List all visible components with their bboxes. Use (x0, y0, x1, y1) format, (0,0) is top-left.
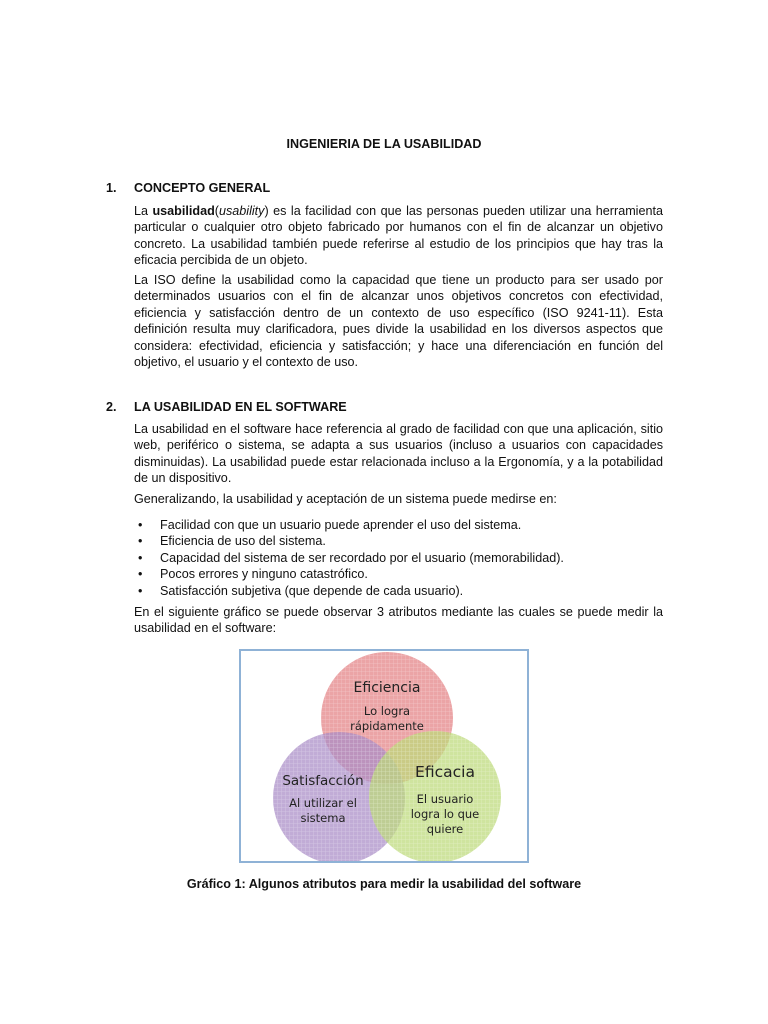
term-usability: usability (218, 204, 265, 218)
page-title: INGENIERIA DE LA USABILIDAD (286, 137, 482, 151)
figure-caption: Gráfico 1: Algunos atributos para medir la usabilidad del software (186, 877, 582, 891)
section-1-heading (106, 180, 270, 196)
label-eficiencia-title: Eficiencia (353, 680, 421, 696)
section-2-paragraph-2: Generalizando, la usabilidad y aceptación de un sistema puede medirse en: (134, 492, 557, 506)
section-2-number: 2. (106, 400, 117, 414)
term-usabilidad: usabilidad (152, 204, 215, 218)
section-2-paragraph-1: La usabilidad en el software hace referencia al grado de facilidad con que una aplicación, sitio web, periférico o sistema, se adapta a sus usuarios (incluso a usuarios con capacidades disminuidas). La usabilidad puede estar relacionada incluso a la Ergonomía, y a la potabilidad de un dispositivo. (134, 422, 663, 486)
list-item: • Eficiencia de uso del sistema. (134, 533, 663, 549)
label-satisfaccion-title: Satisfacción (282, 773, 364, 789)
p1-rest: ) es la facilidad con que las personas pueden utilizar una herramienta particular o cualquier otro objeto fabricado por humanos con el fin de alcanzar un objetivo concreto. La usabilidad también puede referirse al estudio de los principios que hay tras la eficacia percibida de un objeto. (134, 204, 663, 268)
label-satisfaccion-line2: sistema (300, 811, 346, 825)
section-1-number: 1. (106, 181, 117, 195)
section-2-paragraph-3: En el siguiente gráfico se puede observar 3 atributos mediante las cuales se puede medir la usabilidad en el software: (134, 605, 663, 636)
list-item: • Satisfacción subjetiva (que depende de cada usuario). (134, 583, 663, 599)
section-2-title: LA USABILIDAD EN EL SOFTWARE (134, 400, 347, 414)
label-eficiencia-line1: Lo logra (363, 704, 411, 718)
section-2-heading (106, 399, 347, 415)
section-1-paragraph-2: La ISO define la usabilidad como la capacidad que tiene un producto para ser usado por determinados usuarios con el fin de alcanzar unos objetivos concretos con efectividad, eficiencia y satisfacción dentro de un contexto de uso específico (ISO 9241-11). Esta definición resulta muy clarificadora, pues divide la usabilidad en los diversos aspectos que considera: efectividad, eficiencia y satisfacción; y hace una diferenciación en función del objetivo, el usuario y el contexto de uso. (134, 273, 663, 370)
label-satisfaccion-line1: Al utilizar el (289, 796, 357, 810)
venn-diagram (241, 651, 527, 861)
label-eficacia-line2: logra lo que (410, 807, 480, 821)
section-1-paragraph-1 (134, 203, 663, 269)
label-eficacia-line1: El usuario (416, 792, 474, 806)
list-item: • Pocos errores y ninguno catastrófico. (134, 566, 663, 582)
p1-paren: ( (214, 204, 219, 218)
p1-prefix: La (134, 204, 153, 218)
venn-diagram-figure (239, 649, 529, 863)
attributes-list (134, 517, 663, 599)
list-item: • Facilidad con que un usuario puede aprender el uso del sistema. (134, 517, 663, 533)
section-1-title: CONCEPTO GENERAL (134, 181, 271, 195)
label-eficacia-line3: quiere (426, 822, 464, 836)
label-eficiencia-line2: rápidamente (350, 719, 424, 733)
list-item: • Capacidad del sistema de ser recordado por el usuario (memorabilidad). (134, 550, 663, 566)
label-eficacia-title: Eficacia (415, 763, 475, 781)
